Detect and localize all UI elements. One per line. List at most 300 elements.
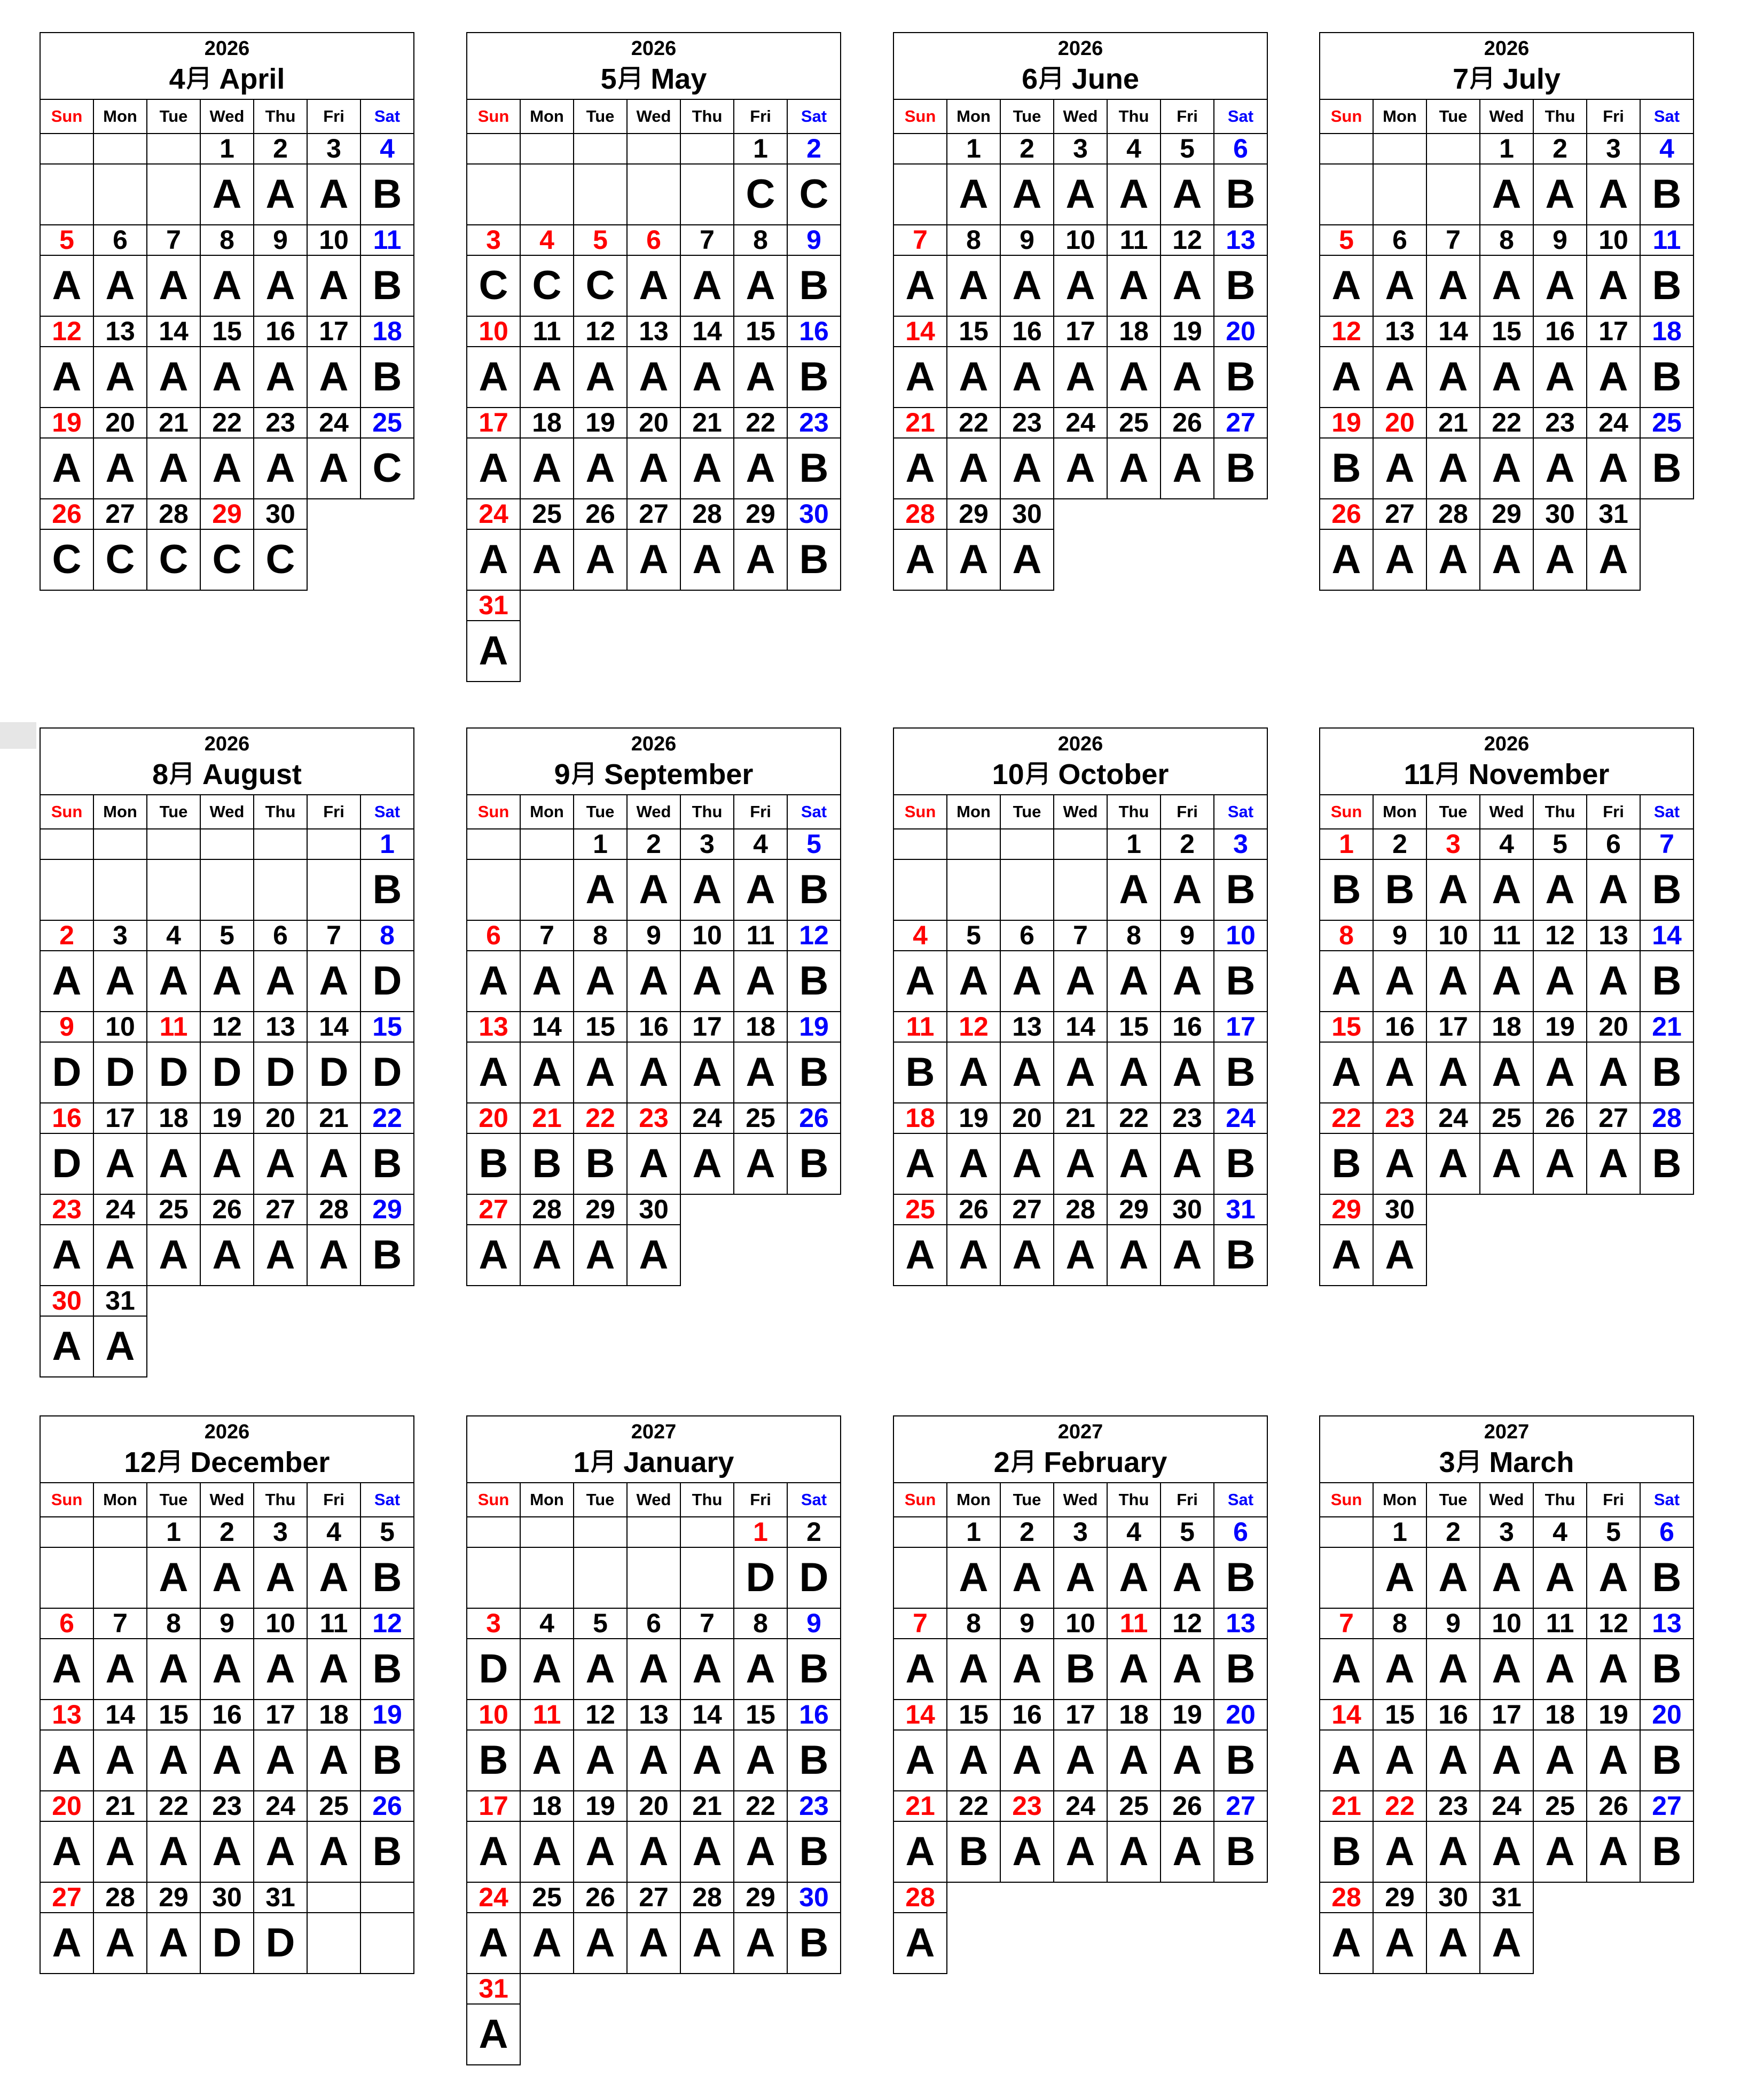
empty-date-cell <box>574 1517 627 1547</box>
day-header-wed: Wed <box>627 1483 680 1517</box>
date-cell: 1 <box>200 134 254 164</box>
shift-cell: A <box>147 1821 200 1882</box>
shift-cell: A <box>893 255 947 316</box>
shift-cell: A <box>40 1316 93 1377</box>
day-header-thu: Thu <box>680 99 734 134</box>
shift-cell: A <box>147 1133 200 1194</box>
shift-cell: A <box>574 1730 627 1791</box>
no-cell <box>787 1225 841 1286</box>
shift-cell: A <box>947 529 1000 590</box>
shift-cell: A <box>40 347 93 408</box>
empty-shift-cell <box>40 859 93 920</box>
date-cell: 19 <box>1587 1700 1640 1730</box>
shift-cell: C <box>360 438 414 499</box>
empty-shift-cell <box>147 859 200 920</box>
shift-cell: A <box>734 347 787 408</box>
date-cell: 20 <box>627 1791 680 1821</box>
shift-cell: A <box>1587 438 1640 499</box>
no-cell <box>1587 1882 1640 1913</box>
no-cell <box>1533 1882 1587 1913</box>
empty-shift-cell <box>574 164 627 225</box>
day-header-sat: Sat <box>360 99 414 134</box>
date-cell: 31 <box>93 1286 147 1316</box>
date-cell: 23 <box>1533 408 1587 438</box>
empty-shift-cell <box>893 859 947 920</box>
shift-cell: A <box>627 255 680 316</box>
date-cell: 28 <box>1320 1882 1373 1913</box>
shift-cell: A <box>147 1547 200 1608</box>
shift-cell: B <box>1640 859 1694 920</box>
date-cell: 4 <box>307 1517 360 1547</box>
day-header-fri: Fri <box>1587 795 1640 829</box>
date-cell: 30 <box>254 499 307 529</box>
date-cell: 20 <box>1373 408 1426 438</box>
shift-cell: B <box>1214 1639 1267 1700</box>
date-cell: 19 <box>787 1012 841 1042</box>
shift-cell: A <box>574 438 627 499</box>
day-header-sat: Sat <box>1640 99 1694 134</box>
date-cell: 27 <box>93 499 147 529</box>
shift-cell: B <box>1320 1821 1373 1882</box>
date-cell: 30 <box>40 1286 93 1316</box>
date-cell: 6 <box>1214 134 1267 164</box>
shift-cell: A <box>467 529 520 590</box>
date-cell: 29 <box>147 1882 200 1913</box>
shift-cell: A <box>680 1133 734 1194</box>
no-cell <box>627 1974 680 2004</box>
date-cell: 18 <box>520 1791 574 1821</box>
month-number: 11 <box>1404 758 1434 790</box>
date-cell: 3 <box>1587 134 1640 164</box>
shift-cell: B <box>360 1547 414 1608</box>
shift-cell: A <box>307 1547 360 1608</box>
shift-cell: A <box>254 1730 307 1791</box>
shift-cell: A <box>200 1133 254 1194</box>
shift-cell: A <box>40 951 93 1012</box>
shift-cell: A <box>520 1913 574 1974</box>
month-title <box>41 61 413 97</box>
shift-cell: A <box>1533 255 1587 316</box>
day-header-wed: Wed <box>200 795 254 829</box>
date-cell: 22 <box>574 1103 627 1133</box>
date-cell: 10 <box>680 920 734 951</box>
date-cell: 6 <box>467 920 520 951</box>
month-title <box>1320 61 1693 97</box>
date-cell: 12 <box>1161 225 1214 255</box>
month-number: 9 <box>554 758 570 790</box>
shift-cell: A <box>1107 1821 1161 1882</box>
shift-cell: D <box>200 1913 254 1974</box>
date-cell: 1 <box>1373 1517 1426 1547</box>
shift-cell: B <box>1214 1042 1267 1103</box>
shift-cell: A <box>680 1042 734 1103</box>
date-cell: 13 <box>40 1700 93 1730</box>
no-cell <box>1587 1194 1640 1225</box>
shift-cell: B <box>787 951 841 1012</box>
no-cell <box>787 590 841 621</box>
month-name-english: September <box>604 758 754 790</box>
shift-cell: B <box>1320 1133 1373 1194</box>
date-cell: 2 <box>40 920 93 951</box>
shift-cell: A <box>734 1133 787 1194</box>
shift-cell: A <box>734 1730 787 1791</box>
date-cell: 5 <box>1161 1517 1214 1547</box>
empty-date-cell <box>574 134 627 164</box>
empty-date-cell <box>467 134 520 164</box>
day-header-fri: Fri <box>734 795 787 829</box>
date-cell: 9 <box>1161 920 1214 951</box>
shift-cell: A <box>1480 1547 1533 1608</box>
date-cell: 15 <box>200 316 254 347</box>
shift-cell: A <box>1587 529 1640 590</box>
date-cell: 3 <box>1214 829 1267 859</box>
shift-cell: A <box>147 255 200 316</box>
day-header-sun: Sun <box>1320 795 1373 829</box>
date-cell: 17 <box>1054 316 1107 347</box>
date-cell: 15 <box>1373 1700 1426 1730</box>
date-cell: 16 <box>627 1012 680 1042</box>
empty-date-cell <box>467 1517 520 1547</box>
shift-cell: B <box>467 1133 520 1194</box>
date-cell: 8 <box>947 225 1000 255</box>
shift-cell: A <box>200 1547 254 1608</box>
no-cell <box>1161 1913 1214 1974</box>
shift-cell: A <box>1587 255 1640 316</box>
shift-cell: A <box>93 1316 147 1377</box>
shift-cell: A <box>734 529 787 590</box>
shift-cell: A <box>893 1225 947 1286</box>
empty-date-cell <box>93 134 147 164</box>
shift-cell: B <box>1640 1133 1694 1194</box>
shift-cell: A <box>947 951 1000 1012</box>
date-cell: 18 <box>893 1103 947 1133</box>
date-cell: 21 <box>893 1791 947 1821</box>
shift-cell: A <box>627 1730 680 1791</box>
shift-cell: A <box>307 951 360 1012</box>
shift-cell: B <box>787 1133 841 1194</box>
shift-cell: A <box>1161 1547 1214 1608</box>
shift-cell: D <box>360 1042 414 1103</box>
date-cell: 11 <box>520 316 574 347</box>
no-cell <box>520 590 574 621</box>
date-cell: 15 <box>147 1700 200 1730</box>
shift-cell: A <box>734 1639 787 1700</box>
shift-cell: B <box>360 1133 414 1194</box>
day-header-thu: Thu <box>680 795 734 829</box>
date-cell: 17 <box>1426 1012 1480 1042</box>
date-cell: 12 <box>1533 920 1587 951</box>
month-block-july <box>1319 32 1694 591</box>
month-number: 1 <box>573 1446 590 1478</box>
shift-cell: A <box>307 1730 360 1791</box>
shift-cell: A <box>1000 1730 1054 1791</box>
shift-cell: B <box>787 1821 841 1882</box>
month-title-cell <box>1320 728 1694 795</box>
date-cell: 1 <box>947 1517 1000 1547</box>
month-title-cell <box>467 33 841 99</box>
date-cell: 14 <box>680 316 734 347</box>
shift-cell: B <box>787 1042 841 1103</box>
date-cell: 4 <box>520 225 574 255</box>
shift-cell: A <box>893 529 947 590</box>
month-name-english: October <box>1058 758 1169 790</box>
day-header-wed: Wed <box>1054 99 1107 134</box>
shift-cell: A <box>1373 1042 1426 1103</box>
shift-cell: A <box>893 1133 947 1194</box>
shift-cell: A <box>93 1913 147 1974</box>
date-cell: 4 <box>520 1608 574 1639</box>
no-cell <box>1000 1882 1054 1913</box>
month-year: 2026 <box>204 37 250 60</box>
date-cell: 28 <box>893 1882 947 1913</box>
shift-cell: A <box>1054 1821 1107 1882</box>
date-cell: 27 <box>1214 408 1267 438</box>
empty-shift-cell <box>1000 859 1054 920</box>
date-cell: 15 <box>1480 316 1533 347</box>
date-cell: 10 <box>93 1012 147 1042</box>
date-cell: 6 <box>93 225 147 255</box>
date-cell: 13 <box>1587 920 1640 951</box>
shift-cell: B <box>1640 164 1694 225</box>
no-cell <box>680 1194 734 1225</box>
date-cell: 28 <box>1640 1103 1694 1133</box>
shift-cell: A <box>254 951 307 1012</box>
shift-cell: A <box>1480 1639 1533 1700</box>
month-year: 2027 <box>1057 1420 1103 1443</box>
no-cell <box>307 1286 360 1316</box>
date-cell: 13 <box>1373 316 1426 347</box>
shift-cell: C <box>574 255 627 316</box>
date-cell: 3 <box>93 920 147 951</box>
date-cell: 19 <box>200 1103 254 1133</box>
shift-cell: B <box>787 1639 841 1700</box>
date-cell: 3 <box>1054 1517 1107 1547</box>
shift-cell: A <box>40 1730 93 1791</box>
no-cell <box>734 1225 787 1286</box>
shift-cell: A <box>520 438 574 499</box>
date-cell: 31 <box>467 1974 520 2004</box>
shift-cell: A <box>93 255 147 316</box>
shift-cell: A <box>307 164 360 225</box>
shift-cell: B <box>1373 859 1426 920</box>
date-cell: 22 <box>734 408 787 438</box>
shift-cell: A <box>1054 951 1107 1012</box>
shift-cell: A <box>40 255 93 316</box>
date-cell: 17 <box>467 408 520 438</box>
date-cell: 20 <box>40 1791 93 1821</box>
shift-cell: A <box>1107 1547 1161 1608</box>
empty-date-cell <box>520 1517 574 1547</box>
date-cell: 6 <box>1587 829 1640 859</box>
date-cell: 23 <box>254 408 307 438</box>
shift-cell: A <box>254 1639 307 1700</box>
shift-cell: A <box>254 1225 307 1286</box>
shift-cell: B <box>787 347 841 408</box>
date-cell: 21 <box>307 1103 360 1133</box>
shift-cell: A <box>467 347 520 408</box>
date-cell: 2 <box>254 134 307 164</box>
shift-cell: A <box>93 951 147 1012</box>
empty-date-cell <box>680 1517 734 1547</box>
no-cell <box>1480 1194 1533 1225</box>
date-cell: 21 <box>93 1791 147 1821</box>
shift-cell: A <box>627 438 680 499</box>
month-title <box>467 1445 840 1480</box>
date-cell: 14 <box>893 1700 947 1730</box>
shift-cell: A <box>1054 255 1107 316</box>
shift-cell: B <box>1214 164 1267 225</box>
month-title-cell <box>40 728 414 795</box>
date-cell: 7 <box>93 1608 147 1639</box>
month-block-january <box>466 1415 841 2065</box>
date-cell: 18 <box>147 1103 200 1133</box>
tsuki-kanji-icon <box>617 65 644 91</box>
tsuki-kanji-icon <box>1010 1448 1037 1475</box>
day-header-thu: Thu <box>1107 99 1161 134</box>
date-cell: 10 <box>467 316 520 347</box>
date-cell: 16 <box>787 316 841 347</box>
no-cell <box>627 2004 680 2065</box>
date-cell: 9 <box>1426 1608 1480 1639</box>
shift-cell: A <box>1373 1639 1426 1700</box>
shift-cell: A <box>1480 1821 1533 1882</box>
date-cell: 24 <box>1214 1103 1267 1133</box>
shift-cell: A <box>1000 438 1054 499</box>
day-header-tue: Tue <box>574 99 627 134</box>
empty-shift-cell <box>893 164 947 225</box>
empty-date-cell <box>200 829 254 859</box>
shift-cell: A <box>1373 1133 1426 1194</box>
shift-cell: D <box>307 1042 360 1103</box>
no-cell <box>734 1194 787 1225</box>
date-cell: 19 <box>574 1791 627 1821</box>
date-cell: 7 <box>1426 225 1480 255</box>
date-cell: 18 <box>1107 1700 1161 1730</box>
date-cell: 5 <box>40 225 93 255</box>
empty-date-cell <box>1000 829 1054 859</box>
shift-cell: B <box>1640 951 1694 1012</box>
date-cell: 2 <box>1000 134 1054 164</box>
date-cell: 17 <box>254 1700 307 1730</box>
date-cell: 22 <box>1107 1103 1161 1133</box>
day-header-sat: Sat <box>360 1483 414 1517</box>
empty-shift-cell <box>627 1547 680 1608</box>
screen-edge-artifact <box>0 722 36 749</box>
day-header-thu: Thu <box>254 795 307 829</box>
date-cell: 7 <box>520 920 574 951</box>
date-cell: 30 <box>627 1194 680 1225</box>
shift-cell: A <box>467 438 520 499</box>
no-cell <box>1054 1882 1107 1913</box>
day-header-thu: Thu <box>680 1483 734 1517</box>
empty-shift-cell <box>1320 164 1373 225</box>
shift-cell: A <box>893 438 947 499</box>
date-cell: 15 <box>734 1700 787 1730</box>
date-cell: 11 <box>1640 225 1694 255</box>
date-cell: 27 <box>1214 1791 1267 1821</box>
shift-cell: A <box>467 1821 520 1882</box>
shift-cell: B <box>1214 1225 1267 1286</box>
shift-cell: B <box>787 255 841 316</box>
shift-cell: A <box>93 1730 147 1791</box>
shift-cell: B <box>787 1730 841 1791</box>
date-cell: 5 <box>360 1517 414 1547</box>
date-cell: 21 <box>1426 408 1480 438</box>
shift-cell: A <box>1161 1225 1214 1286</box>
date-cell: 21 <box>520 1103 574 1133</box>
day-header-sat: Sat <box>1640 1483 1694 1517</box>
shift-cell: B <box>1640 1639 1694 1700</box>
no-cell <box>1161 499 1214 529</box>
shift-cell: A <box>520 1821 574 1882</box>
month-year: 2026 <box>1484 37 1530 60</box>
shift-cell: A <box>200 951 254 1012</box>
shift-cell: B <box>1640 255 1694 316</box>
shift-cell: A <box>520 1225 574 1286</box>
date-cell: 22 <box>947 1791 1000 1821</box>
shift-cell: B <box>1640 1821 1694 1882</box>
month-block-september <box>466 727 841 1286</box>
date-cell: 27 <box>1587 1103 1640 1133</box>
date-cell: 14 <box>93 1700 147 1730</box>
no-cell <box>147 1316 200 1377</box>
shift-cell: A <box>254 255 307 316</box>
empty-date-cell <box>893 829 947 859</box>
date-cell: 8 <box>947 1608 1000 1639</box>
date-cell: 12 <box>1587 1608 1640 1639</box>
month-name-english: December <box>190 1446 330 1478</box>
empty-date-cell <box>254 829 307 859</box>
date-cell: 8 <box>1373 1608 1426 1639</box>
day-header-mon: Mon <box>520 99 574 134</box>
shift-cell: A <box>1480 1133 1533 1194</box>
shift-cell: A <box>1161 1133 1214 1194</box>
shift-cell: A <box>1533 951 1587 1012</box>
date-cell: 5 <box>1587 1517 1640 1547</box>
date-cell: 7 <box>893 1608 947 1639</box>
date-cell: 5 <box>787 829 841 859</box>
date-cell: 3 <box>680 829 734 859</box>
shift-cell: B <box>1214 1730 1267 1791</box>
shift-cell: B <box>787 529 841 590</box>
shift-cell: A <box>627 1821 680 1882</box>
shift-cell: A <box>1480 164 1533 225</box>
day-header-wed: Wed <box>1480 795 1533 829</box>
date-cell: 16 <box>1426 1700 1480 1730</box>
date-cell: 6 <box>627 225 680 255</box>
empty-date-cell <box>893 134 947 164</box>
tsuki-kanji-icon <box>168 760 195 787</box>
date-cell: 6 <box>254 920 307 951</box>
shift-cell: A <box>93 1821 147 1882</box>
shift-cell: B <box>1214 1133 1267 1194</box>
date-cell: 6 <box>1000 920 1054 951</box>
month-title-cell <box>40 1416 414 1483</box>
day-header-fri: Fri <box>1161 99 1214 134</box>
month-year: 2026 <box>631 732 677 755</box>
date-cell: 9 <box>1373 920 1426 951</box>
no-cell <box>787 1974 841 2004</box>
shift-cell: A <box>574 859 627 920</box>
no-cell <box>360 499 414 529</box>
date-cell: 21 <box>1054 1103 1107 1133</box>
month-title-cell <box>467 728 841 795</box>
date-cell: 31 <box>467 590 520 621</box>
date-cell: 13 <box>254 1012 307 1042</box>
date-cell: 5 <box>574 1608 627 1639</box>
shift-cell: A <box>947 1639 1000 1700</box>
shift-cell: A <box>1161 255 1214 316</box>
